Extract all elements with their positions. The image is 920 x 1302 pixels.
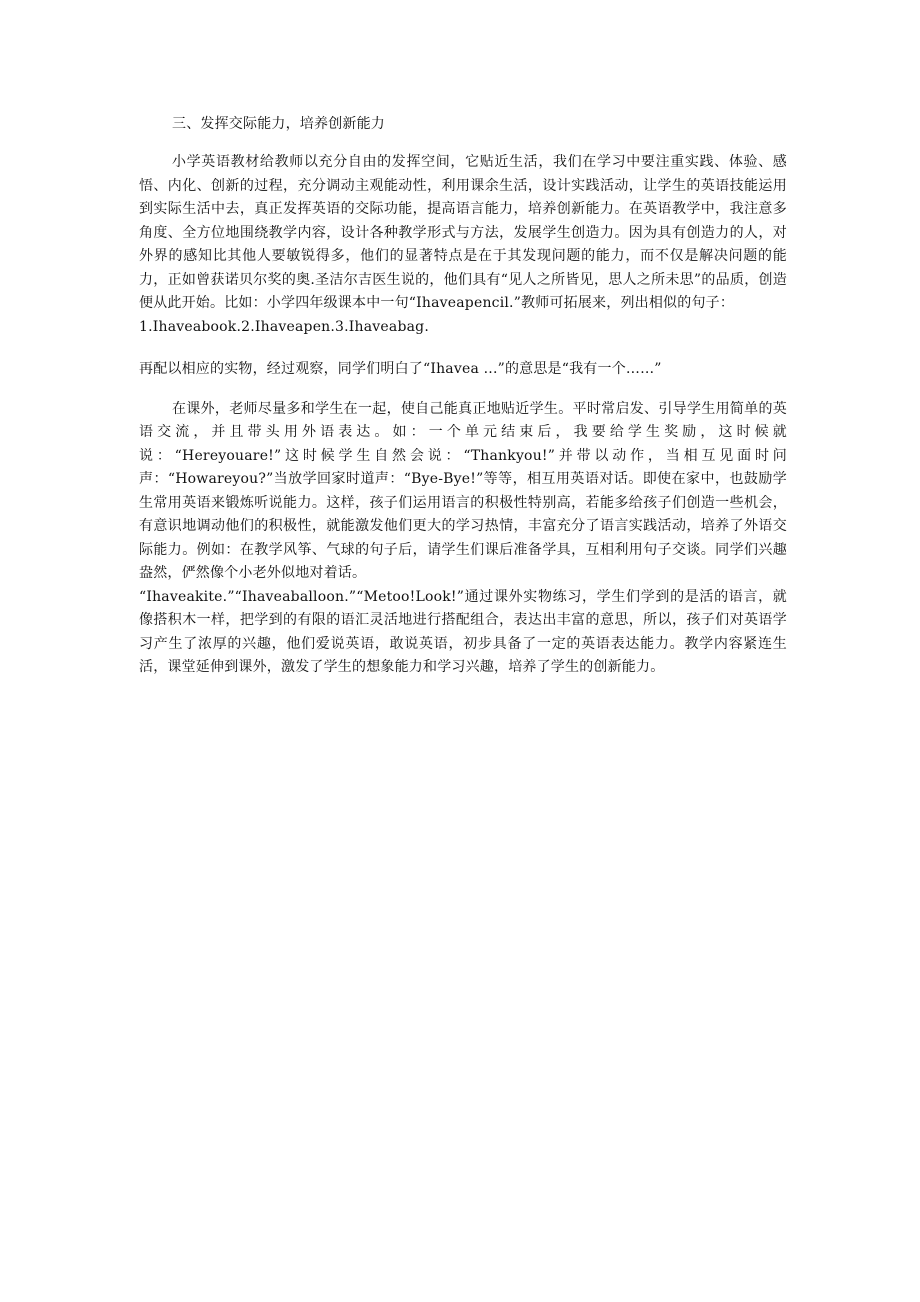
example-sentences: 1.Ihaveabook.2.Ihaveapen.3.Ihaveabag. — [139, 318, 429, 335]
paragraph-extracurricular: 在课外，老师尽量多和学生在一起，使自己能真正地贴近学生。平时常启发、引导学生用简单的英语交流，并且带头用外语表达。如：一个单元结束后，我要给学生奖励，这时候就说：“Hereyouare!”这时候学生自然会说：“Thankyou!”并带以动作，当相互见面时问声：“Howareyou?”当放学回家时道声：“Bye-Bye!”等等，相互用英语对话。即使在家中，也鼓励学生常用英语来锻炼听说能力。这样，孩子们运用语言的积极性特别高，若能多给孩子们创造一些机会，有意识地调动他们的积极性，就能激发他们更大的学习热情，丰富充分了语言实践活动，培养了外语交际能力。例如：在教学风筝、气球的句子后，请学生们课后准备学具，互相利用句子交谈。同学们兴趣盎然，俨然像个小老外似地对着话。 — [139, 400, 787, 581]
paragraph-explanation: 再配以相应的实物，经过观察，同学们明白了“Ihavea ...”的意思是“我有一个……” — [139, 361, 662, 377]
paragraph-conclusion: “Ihaveakite.”“Ihaveaballoon.”“Metoo!Look!”通过课外实物练习，学生们学到的是活的语言，就像搭积木一样，把学到的有限的语汇灵活地进行搭配组合，表达出丰富的意思，所以，孩子们对英语学习产生了浓厚的兴趣，他们爱说英语，敢说英语，初步具备了一定的英语表达能力。教学内容紧连生活，课堂延伸到课外，激发了学生的想象能力和学习兴趣，培养了学生的创新能力。 — [139, 588, 787, 675]
section-heading: 三、发挥交际能力，培养创新能力 — [172, 116, 385, 132]
paragraph-intro: 小学英语教材给教师以充分自由的发挥空间，它贴近生活，我们在学习中要注重实践、体验、感悟、内化、创新的过程，充分调动主观能动性，利用课余生活，设计实践活动，让学生的英语技能运用到实际生活中去，真正发挥英语的交际功能，提高语言能力，培养创新能力。在英语教学中，我注意多角度、全方位地围绕教学内容，设计各种教学形式与方法，发展学生创造力。因为具有创造力的人，对外界的感知比其他人要敏锐得多，他们的显著特点是在于其发现问题的能力，而不仅是解决问题的能力，正如曾获诺贝尔奖的奥.圣洁尔吉医生说的，他们具有“见人之所皆见，思人之所未思”的品质，创造便从此开始。比如：小学四年级课本中一句“Ihaveapencil.”教师可拓展来，列出相似的句子： — [139, 154, 787, 311]
document-body — [139, 112, 787, 680]
